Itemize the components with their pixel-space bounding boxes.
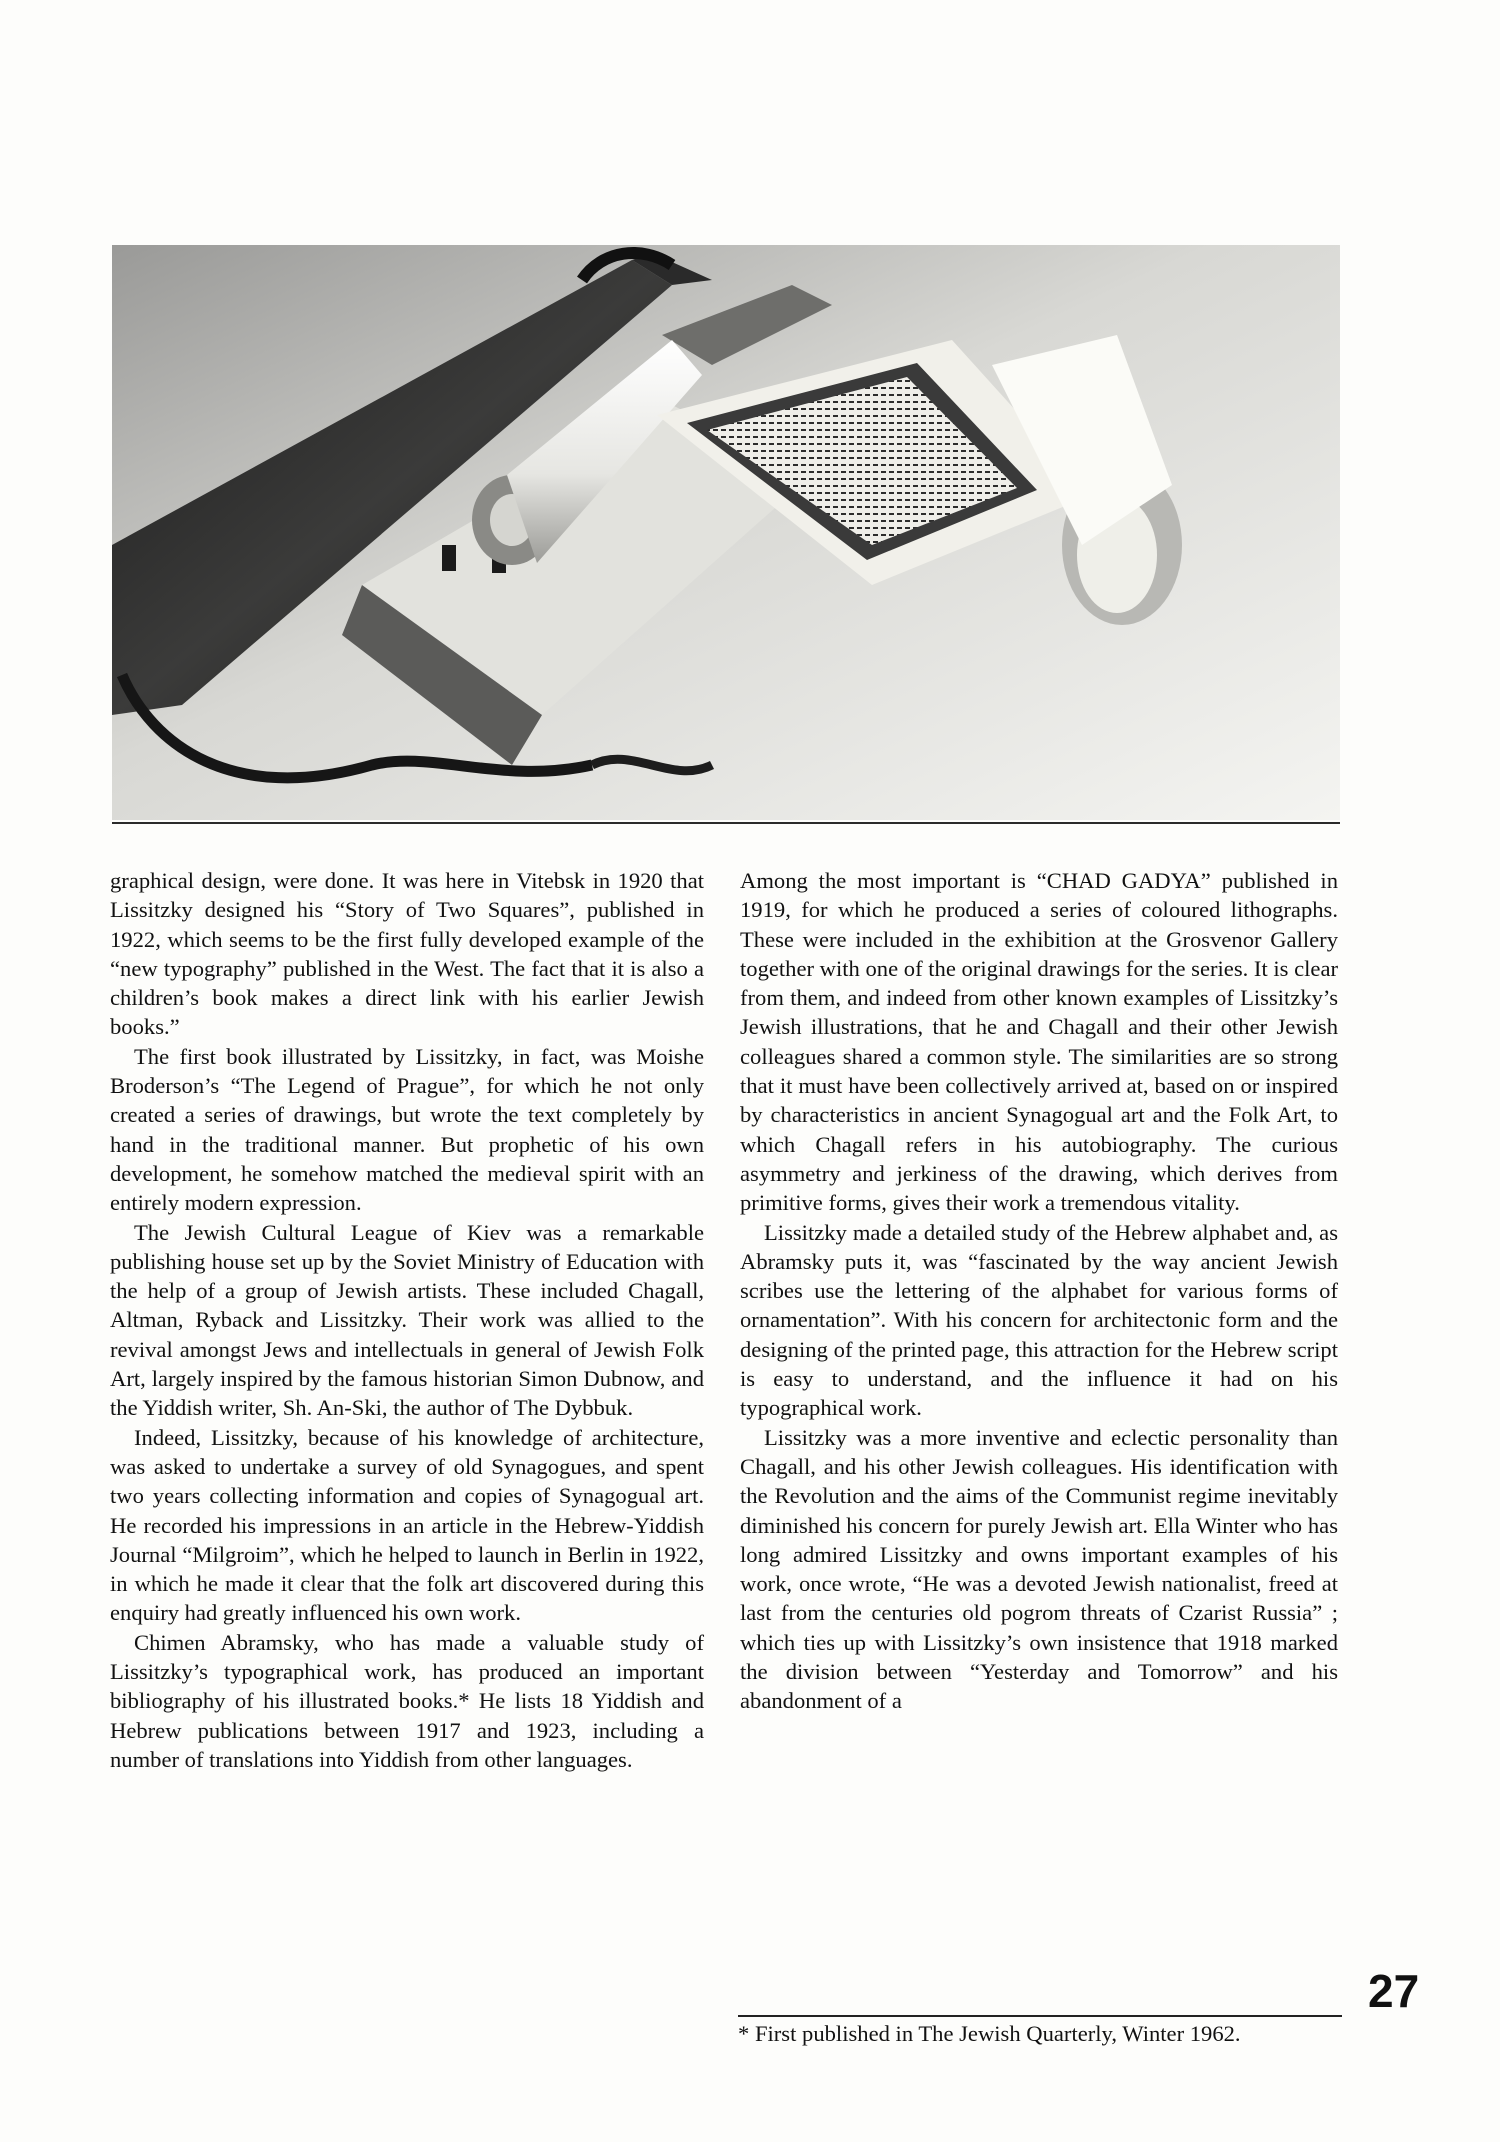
paragraph: The Jewish Cultural League of Kiev was a remarkable publishing house set up by the Soviet Ministry of Education with the help of a group of Jewish artists. These included Chagall, Altman, Ryback and Lissitzky. Their work was allied to the revival amongst Jews and intellectuals in general of Jewish Folk Art, largely inspired by the famous historian Simon Dubnow, and the Yiddish writer, Sh. An-Ski, the author of The Dybbuk. <box>110 1219 704 1421</box>
photo-bottom-rule <box>112 822 1340 824</box>
paragraph: Chimen Abramsky, who has made a valuable study of Lissitzky’s typographical work, has produced an important bibliography of his illustrated books.* He lists 18 Yiddish and Hebrew publications between 1917 and 1923, including a number of translations into Yiddish from other languages. <box>110 1629 704 1772</box>
footnote: * First published in The Jewish Quarterly, Winter 1962. <box>738 2021 1241 2046</box>
page-number: 27 <box>1368 1965 1420 2017</box>
paragraph: Lissitzky was a more inventive and eclectic personality than Chagall, and his other Jewish colleagues. His identification with the Revolution and the aims of the Communist regime inevitably diminished his concern for purely Jewish art. Ella Winter who has long admired Lissitzky and owns important examples of his work, once wrote, “He was a devoted Jewish nationalist, freed at last from the centuries old pogrom threats of Czarist Russia” ; which ties up with Lissitzky’s own insistence that 1918 marked the division between “Yesterday and Tomorrow” and his abandonment of a <box>740 1424 1338 1714</box>
footnote-rule <box>738 2015 1342 2017</box>
right-text-column <box>740 866 1338 1716</box>
left-text-column <box>110 866 704 1774</box>
paragraph: The first book illustrated by Lissitzky, in fact, was Moishe Broderson’s “The Legend of Prague”, for which he not only created a series of drawings, but wrote the text completely by hand in the traditional manner. But prophetic of his own development, he somehow matched the medieval spirit with an entirely modern expression. <box>110 1043 704 1216</box>
paragraph: Lissitzky made a detailed study of the Hebrew alphabet and, as Abramsky puts it, was “fascinated by the way ancient Jewish scribes use the lettering of the alphabet for various forms of ornamentation”. With his concern for architectonic form and the designing of the printed page, this attraction for the Hebrew script is easy to understand, and the influence it had on his typographical work. <box>740 1219 1338 1421</box>
paragraph: Among the most important is “CHAD GADYA” published in 1919, for which he produced a series of coloured lithographs. These were included in the exhibition at the Grosvenor Gallery together with one of the original drawings for the series. It is clear from them, and indeed from other known examples of Lissitzky’s Jewish illustrations, that he and Chagall and their other Jewish colleagues shared a common style. The similarities are so strong that it must have been collectively arrived at, based on or inspired by characteristics in ancient Synagogual art and the Folk Art, to which Chagall refers in his autobiography. The curious asymmetry and jerkiness of the drawing, which derives from primitive forms, gives their work a tremendous vitality. <box>740 868 1338 1216</box>
paragraph: graphical design, were done. It was here in Vitebsk in 1920 that Lissitzky designed his “Story of Two Squares”, published in 1922, which seems to be the first fully developed example of the “new typography” published in the West. The fact that it is also a children’s book makes a direct link with his earlier Jewish books.” <box>110 868 704 1040</box>
torah-scroll-photo <box>112 245 1340 820</box>
paragraph: Indeed, Lissitzky, because of his knowledge of architecture, was asked to undertake a survey of old Synagogues, and spent two years collecting information and copies of Synagogual art. He recorded his impressions in an article in the Hebrew-Yiddish Journal “Milgroim”, which he helped to launch in Berlin in 1922, in which he made it clear that the folk art discovered during this enquiry had greatly influenced his own work. <box>110 1424 704 1626</box>
